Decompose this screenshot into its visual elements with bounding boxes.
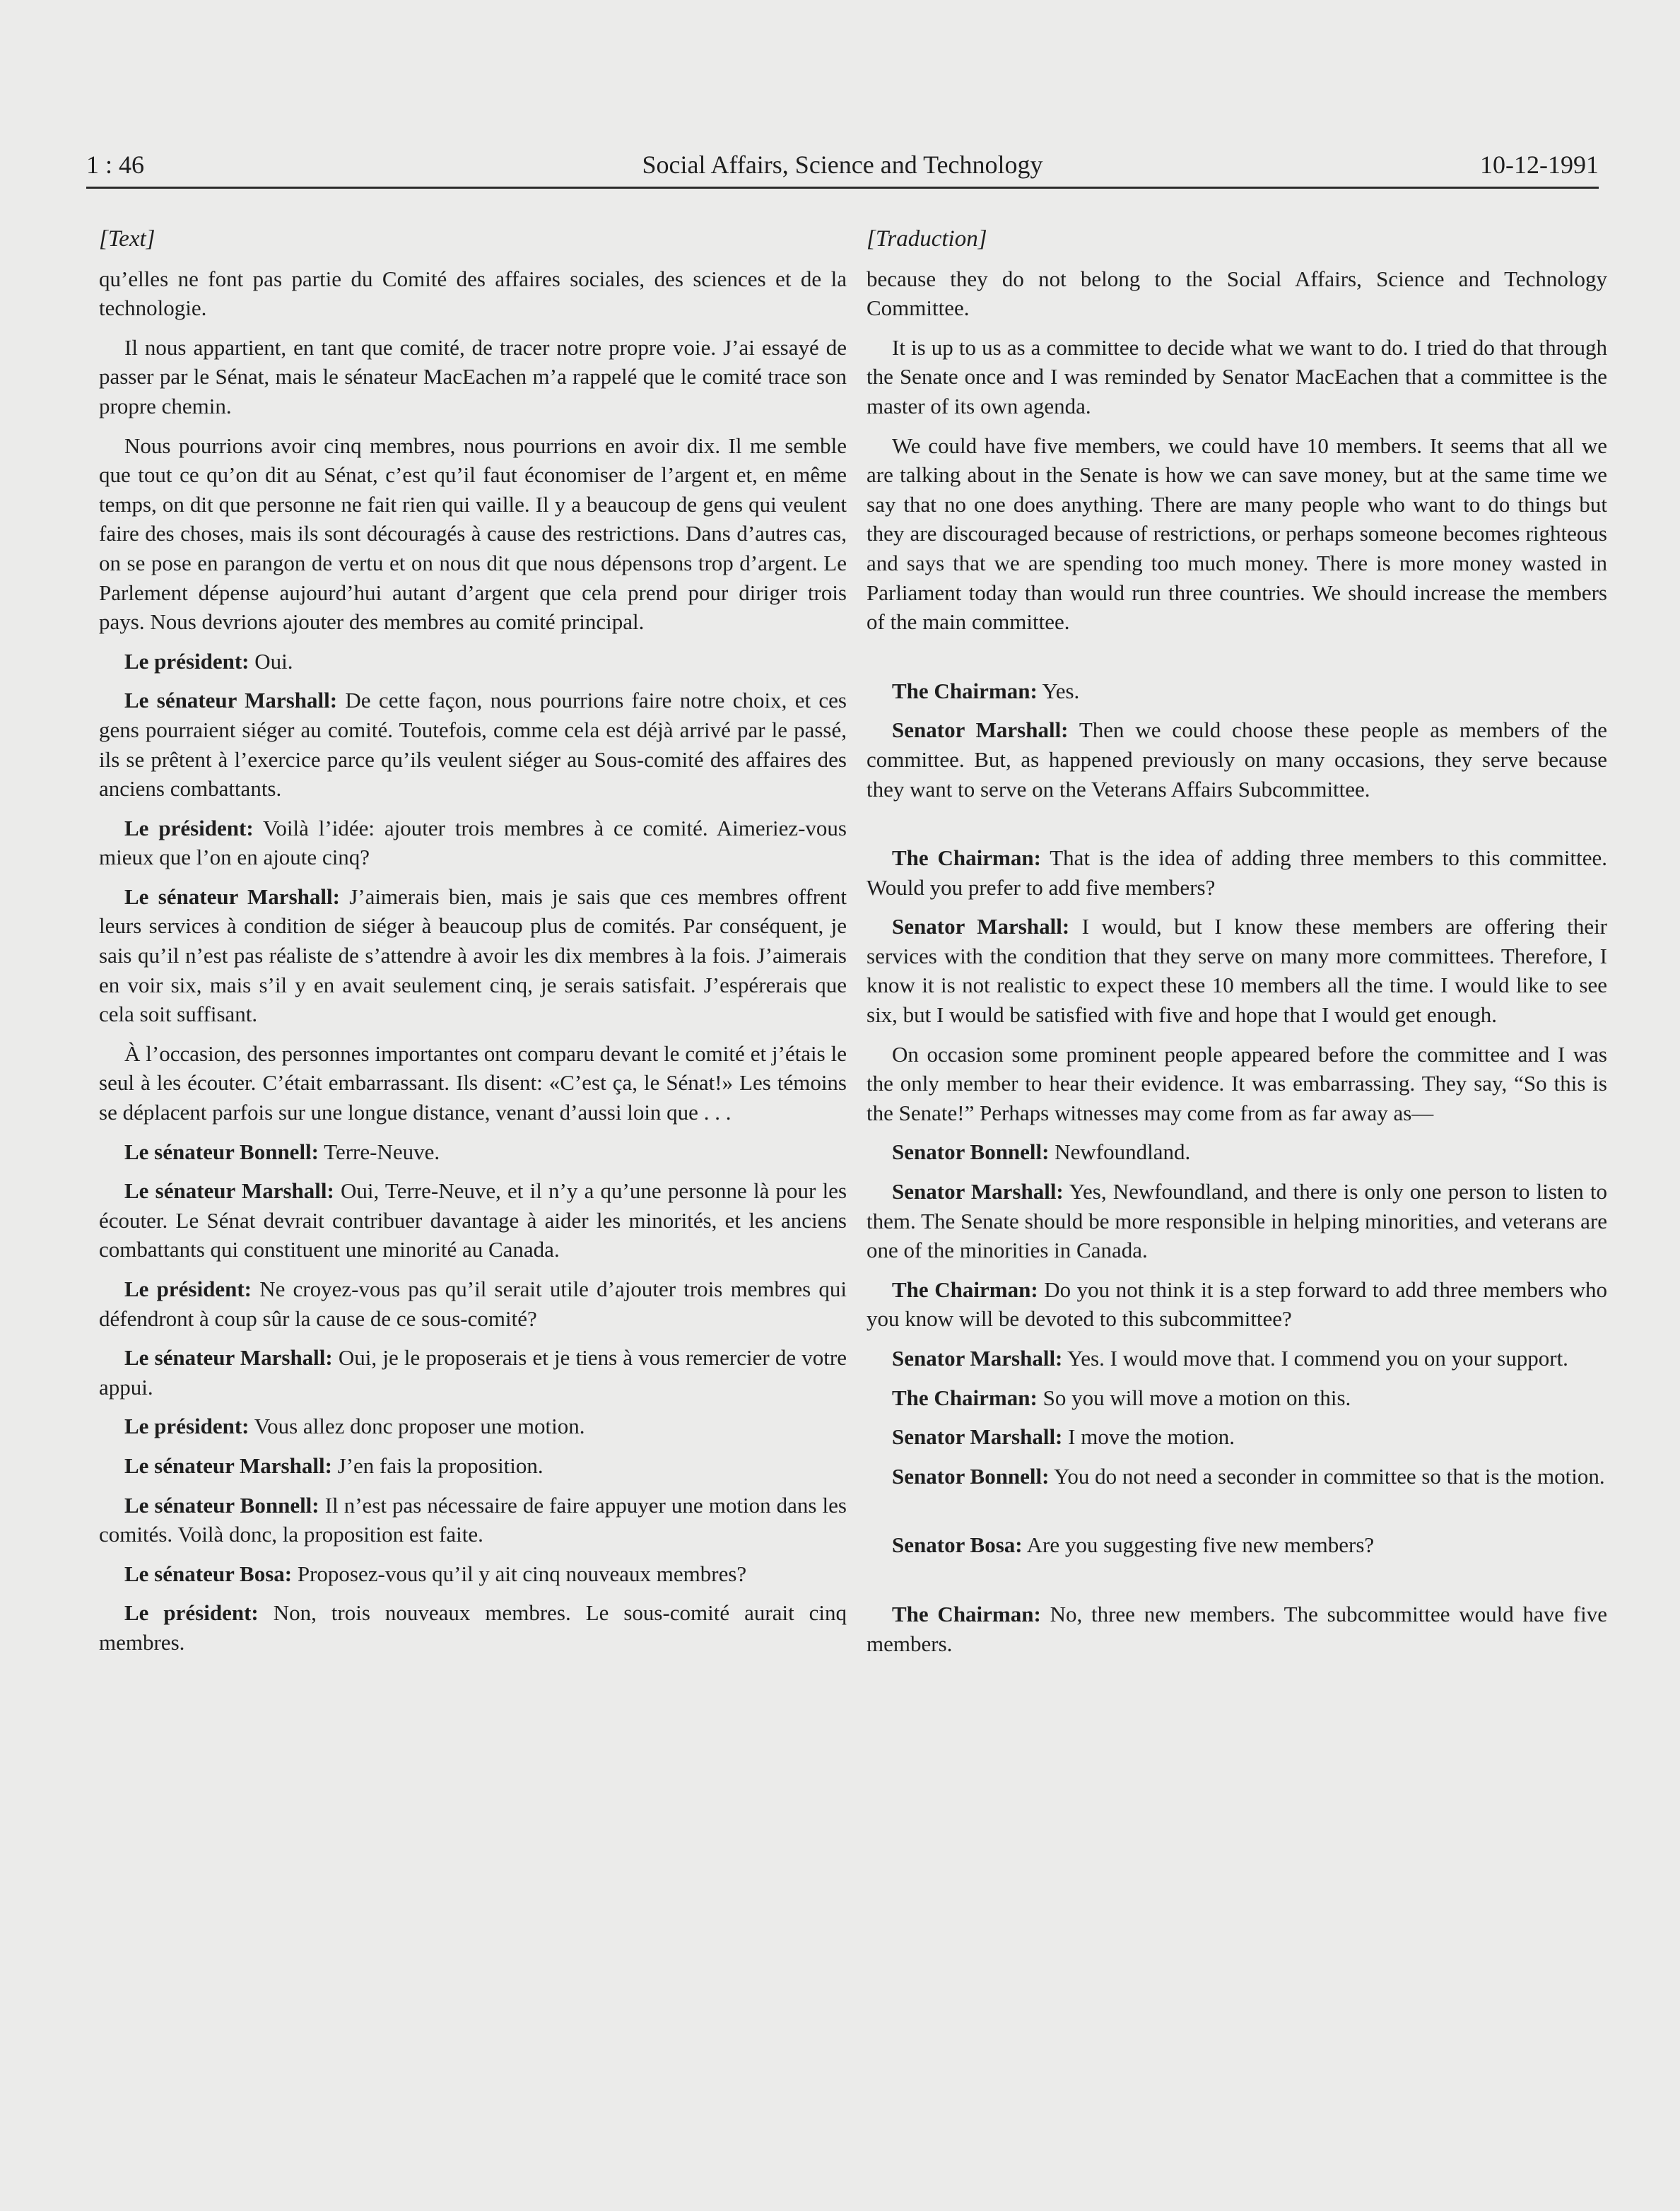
speech: Le sénateur Marshall: J’en fais la proposition. — [124, 1453, 544, 1478]
speaker: Senator Marshall: — [892, 1179, 1064, 1204]
speaker: Le sénateur Marshall: — [124, 1178, 334, 1204]
speech: The Chairman: Do you not think it is a step forward to add three members who you know will be devoted to this subcommittee? — [867, 1277, 1607, 1332]
speaker: Senator Bosa: — [892, 1532, 1023, 1558]
speaker: Le président: — [124, 815, 254, 840]
paragraph: On occasion some prominent people appeared before the committee and I was the only member to hear their evidence. It was embarrassing. They say, “So this is the Senate!” Perhaps witnesses may come from as far away as— — [867, 1041, 1607, 1125]
speech: Le sénateur Marshall: De cette façon, nous pourrions faire notre choix, et ces gens pourraient siéger au comité. Toutefois, comme cela est déjà arrivé par le passé, ils se prêtent à l’exercice parce qu’ils veulent siéger au Sous-comité des affaires des anciens combattants. — [99, 688, 847, 802]
speech: Senator Bonnell: Newfoundland. — [892, 1139, 1191, 1165]
speaker: The Chairman: — [892, 1277, 1038, 1302]
column-label: [Traduction] — [867, 226, 987, 252]
french-column — [99, 225, 847, 1667]
speaker: Senator Marshall: — [892, 717, 1069, 743]
speaker: Senator Marshall: — [892, 1346, 1063, 1371]
speaker: Senator Marshall: — [892, 914, 1070, 939]
paragraph: Nous pourrions avoir cinq membres, nous pourrions en avoir dix. Il me semble que tout ce qu’on dit au Sénat, c’est qu’il faut économiser de l’argent et, en même temps, on dit que personne ne fait rien qui vaille. Il y a beaucoup de gens qui veulent faire des choses, mais ils sont découragés à cause des restrictions. Dans d’autres cas, on se pose en parangon de vertu et on nous dit que nous dépensons trop d’argent. Le Parlement dépense aujourd’hui autant d’argent que cela prend pour diriger trois pays. Nous devrions ajouter des membres au comité principal. — [99, 433, 847, 635]
paragraph: À l’occasion, des personnes importantes ont comparu devant le comité et j’étais le seul à les écouter. C’était embarrassant. Ils disent: «C’est ça, le Sénat!» Les témoins se déplacent parfois sur une longue distance, venant d’aussi loin que . . . — [99, 1040, 847, 1125]
speech: Le président: Non, trois nouveaux membres. Le sous-comité aurait cinq membres. — [99, 1600, 847, 1655]
speech: Senator Marshall: Yes, Newfoundland, and there is only one person to listen to them. The Senate should be more responsible in helping minorities, and veterans are one of the minorities in Canada. — [867, 1179, 1607, 1263]
speaker: Le sénateur Bonnell: — [124, 1492, 319, 1518]
speaker: The Chairman: — [892, 1385, 1038, 1410]
paragraph: It is up to us as a committee to decide what we want to do. I tried do that through the Senate once and I was reminded by Senator MacEachen that a committee is the master of its own agenda. — [867, 334, 1607, 418]
speaker: Le sénateur Marshall: — [124, 1345, 333, 1371]
speaker: Le président: — [124, 1600, 259, 1626]
speech: Le président: Vous allez donc proposer une motion. — [124, 1414, 585, 1439]
speaker: Le sénateur Marshall: — [124, 688, 338, 713]
speaker: Le sénateur Bosa: — [124, 1561, 293, 1586]
speaker: Le président: — [124, 648, 249, 674]
speech: Senator Bosa: Are you suggesting five new members? — [892, 1532, 1375, 1558]
speaker: The Chairman: — [892, 678, 1038, 703]
speech: The Chairman: No, three new members. The subcommittee would have five members. — [867, 1601, 1608, 1656]
speaker: The Chairman: — [892, 1601, 1041, 1626]
speech: Le sénateur Bosa: Proposez-vous qu’il y ait cinq nouveaux membres? — [124, 1561, 747, 1586]
speech: The Chairman: Yes. — [892, 678, 1080, 703]
speech: Le sénateur Marshall: J’aimerais bien, mais je sais que ces membres offrent leurs services à condition de siéger à beaucoup plus de comités. Par conséquent, je sais qu’il n’est pas réaliste de s’attendre à avoir les dix membres à la fois. J’aimerais en voir six, mais s’il y en avait seulement cinq, je serais satisfait. J’espérerais que cela soit suffisant. — [99, 884, 847, 1027]
running-title: Social Affairs, Science and Technology — [642, 151, 1043, 179]
speech: Le sénateur Bonnell: Terre-Neuve. — [124, 1139, 440, 1164]
speaker: The Chairman: — [892, 845, 1041, 871]
speech: Le président: Voilà l’idée: ajouter trois membres à ce comité. Aimeriez-vous mieux que l’on en ajoute cinq? — [99, 815, 847, 870]
speaker: Senator Marshall: — [892, 1424, 1063, 1450]
speech: Le sénateur Bonnell: Il n’est pas nécessaire de faire appuyer une motion dans les comités. Voilà donc, la proposition est faite. — [99, 1492, 847, 1547]
speaker: Senator Bonnell: — [892, 1139, 1050, 1165]
column-label: [Text] — [99, 226, 155, 252]
english-column — [867, 225, 1607, 1668]
speech: Senator Marshall: I would, but I know these members are offering their services with the condition that they serve on many more committees. Therefore, I know it is not realistic to expect these 10 members all the time. I would like to see six, but I would be satisfied with five and hope that I would get enough. — [867, 914, 1608, 1028]
speaker: Le sénateur Bonnell: — [124, 1139, 319, 1164]
speech: Senator Marshall: Yes. I would move that. I commend you on your support. — [892, 1346, 1568, 1371]
speech: Le sénateur Marshall: Oui, Terre-Neuve, et il n’y a qu’une personne là pour les écouter. Le Sénat devrait contribuer davantage à aider les minorités, et les anciens combattants qui constituent une minorité au Canada. — [99, 1178, 847, 1262]
speaker: Le sénateur Marshall: — [124, 1453, 332, 1478]
speech: Senator Bonnell: You do not need a seconder in committee so that is the motion. — [892, 1463, 1605, 1489]
speech: Le sénateur Marshall: Oui, je le proposerais et je tiens à vous remercier de votre appui. — [99, 1345, 847, 1400]
page-header — [86, 147, 1599, 189]
speaker: Le président: — [124, 1277, 252, 1301]
speaker: Le président: — [124, 1414, 249, 1439]
speech: Le président: Ne croyez-vous pas qu’il serait utile d’ajouter trois membres qui défendront à coup sûr la cause de ce sous-comité? — [99, 1277, 847, 1331]
page-date: 10-12-1991 — [1480, 151, 1599, 179]
speaker: Senator Bonnell: — [892, 1463, 1050, 1489]
speech: The Chairman: So you will move a motion on this. — [892, 1385, 1351, 1410]
paragraph: Il nous appartient, en tant que comité, de tracer notre propre voie. J’ai essayé de passer par le Sénat, mais le sénateur MacEachen m’a rappelé que le comité trace son propre chemin. — [99, 334, 847, 418]
paragraph: because they do not belong to the Social Affairs, Science and Technology Committee. — [867, 266, 1607, 321]
speech: The Chairman: That is the idea of adding three members to this committee. Would you prefer to add five members? — [867, 845, 1607, 900]
speaker: Le sénateur Marshall: — [124, 884, 340, 909]
paragraph: qu’elles ne font pas partie du Comité des affaires sociales, des sciences et de la technologie. — [99, 266, 847, 321]
speech: Senator Marshall: Then we could choose these people as members of the committee. But, as happened previously on many occasions, they serve because they want to serve on the Veterans Affairs Subcommittee. — [867, 717, 1607, 802]
page-number: 1 : 46 — [86, 151, 145, 179]
speech: Le président: Oui. — [124, 648, 293, 674]
speech: Senator Marshall: I move the motion. — [892, 1424, 1235, 1450]
paragraph: We could have five members, we could have 10 members. It seems that all we are talking about in the Senate is how we can save money, but at the same time we say that no one does anything. There are many people who want to do things but they are discouraged because of restrictions, or perhaps someone becomes righteous and says that we are spending too much money. There is more money wasted in Parliament today than would run three countries. We should increase the members of the main committee. — [867, 433, 1607, 635]
